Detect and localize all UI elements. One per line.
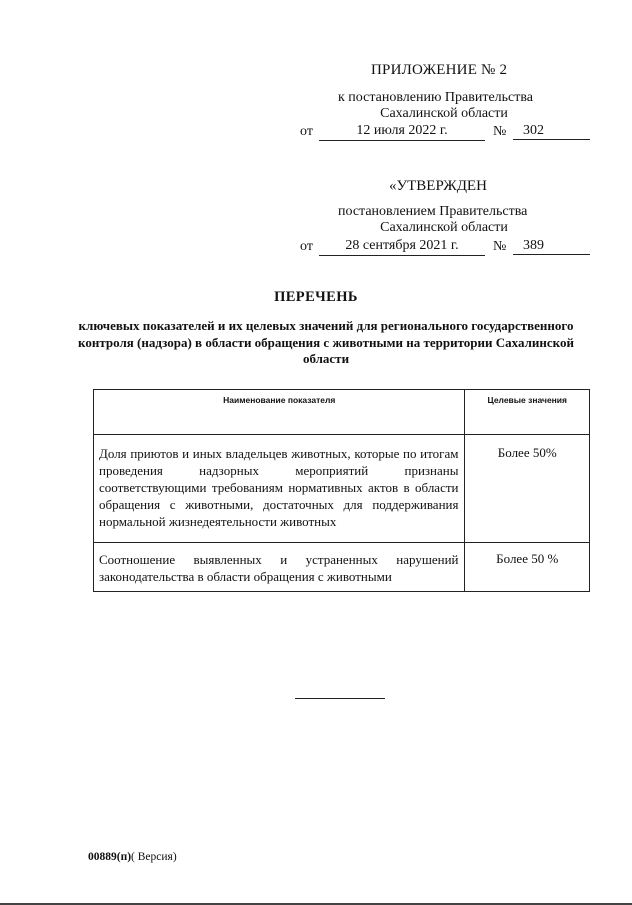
resolution-date: 12 июля 2022 г. xyxy=(319,123,485,141)
column-header-name: Наименование показателя xyxy=(94,390,465,435)
ot-label: от xyxy=(300,124,313,139)
table-header-row xyxy=(94,390,590,435)
approved-region-text: Сахалинской области xyxy=(380,220,508,235)
approved-date: 28 сентября 2021 г. xyxy=(319,238,485,256)
indicator-name: Доля приютов и иных владельцев животных, которые по итогам проведения надзорных мероприятий признаны соответствующими требованиям нормативных актов в области обращения с животными, достаточных для поддерживания нормальной жизнедеятельности животных xyxy=(94,435,465,543)
resolution-number: 302 xyxy=(513,123,590,140)
to-resolution-text: к постановлению Правительства xyxy=(338,90,534,105)
approved-label: «УТВЕРЖДЕН xyxy=(389,178,487,194)
table-row xyxy=(94,435,590,543)
indicator-name: Соотношение выявленных и устраненных нарушений законодательства в области обращения с животными xyxy=(94,543,465,592)
approved-by-text: постановлением Правительства xyxy=(338,204,528,219)
column-header-value: Целевые значения xyxy=(465,390,590,435)
appendix-title: ПРИЛОЖЕНИЕ № 2 xyxy=(371,62,508,78)
document-subtitle: ключевых показателей и их целевых значений для регионального государственного контроля (надзора) в области обращения с животными на территории Сахалинской области xyxy=(78,318,574,366)
approved-ot-label: от xyxy=(300,239,313,254)
region-text: Сахалинской области xyxy=(380,106,508,121)
document-version: ( Версия) xyxy=(131,851,177,863)
table-row xyxy=(94,543,590,592)
number-label: № xyxy=(493,124,507,139)
approved-number: 389 xyxy=(513,238,590,255)
target-value: Более 50 % xyxy=(465,543,590,592)
document-code: 00889(п) xyxy=(88,851,132,863)
document-title: ПЕРЕЧЕНЬ xyxy=(274,289,358,305)
footer xyxy=(88,851,177,863)
kpi-table xyxy=(93,389,590,592)
approved-number-label: № xyxy=(493,239,507,254)
separator-line xyxy=(295,698,385,699)
target-value: Более 50% xyxy=(465,435,590,543)
